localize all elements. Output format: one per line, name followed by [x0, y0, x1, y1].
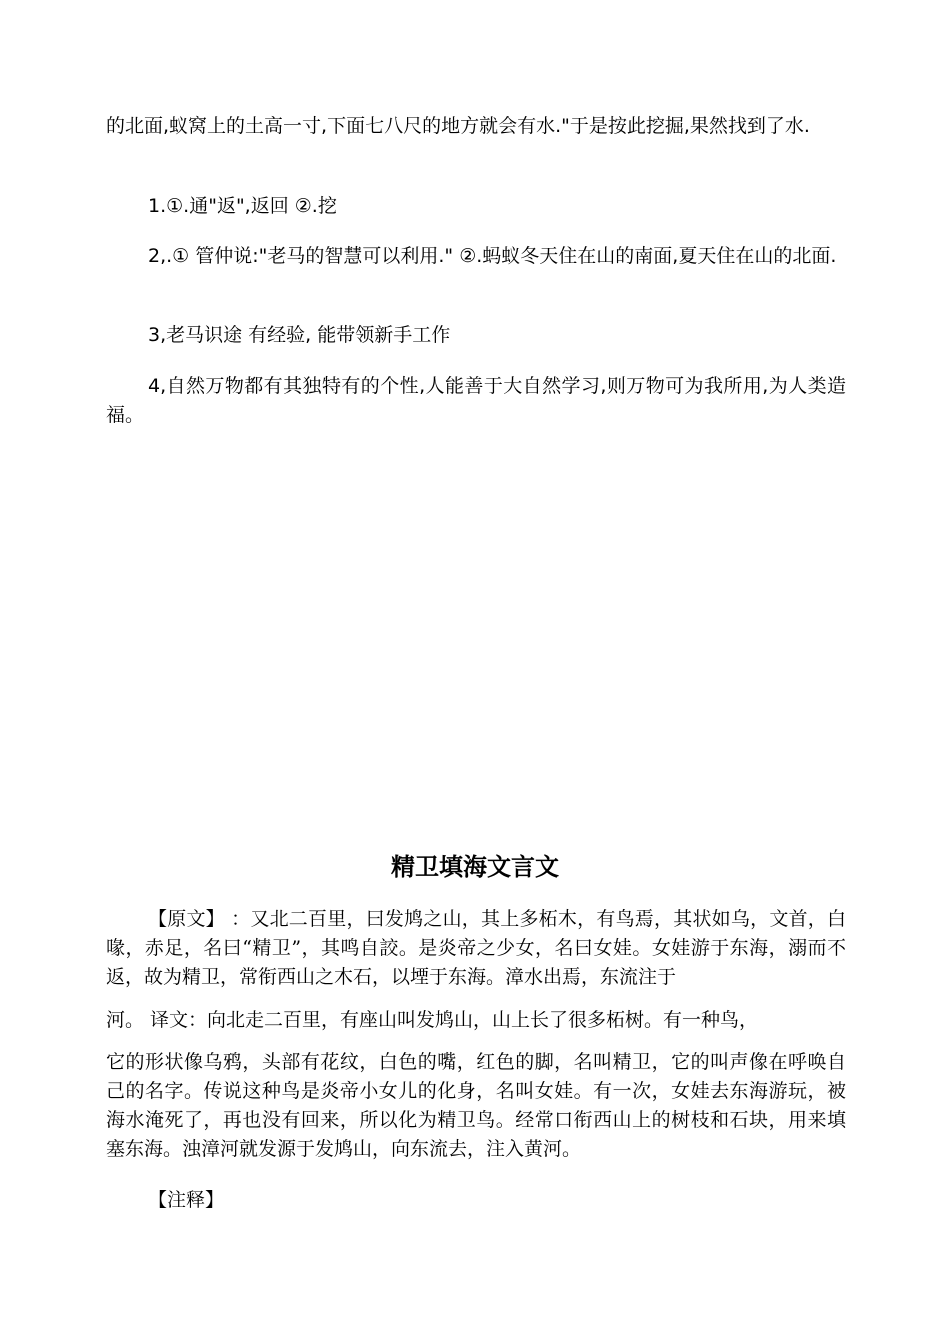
continuation-paragraph: 的北面,蚁窝上的土高一寸,下面七八尺的地方就会有水."于是按此挖掘,果然找到了水.	[106, 115, 810, 137]
original-text-paragraph: 【原文】 ：又北二百里，曰发鸠之山，其上多柘木，有鸟焉，其状如乌，文首，白喙，赤足，名曰“精卫”，其鸣自詨。是炎帝之少女，名曰女娃。女娃游于东海，溺而不返，故为精卫，常衔西山之木石，以堙于东海。漳水出焉，东流注于	[106, 908, 846, 988]
answer-4: 4,自然万物都有其独特有的个性,人能善于大自然学习,则万物可为我所用,为人类造福。	[106, 375, 846, 426]
article-title: 精卫填海文言文	[391, 852, 559, 881]
answer-1: 1.①.通"返",返回 ②.挖	[148, 195, 337, 217]
translation-paragraph: 它的形状像乌鸦，头部有花纹，白色的嘴，红色的脚，名叫精卫，它的叫声像在呼唤自己的名字。传说这种鸟是炎帝小女儿的化身，名叫女娃。有一次，女娃去东海游玩，被海水淹死了，再也没有回来，所以化为精卫鸟。经常口衔西山上的树枝和石块，用来填塞东海。浊漳河就发源于发鸠山，向东流去，注入黄河。	[106, 1051, 846, 1160]
notes-heading: 【注释】	[148, 1189, 225, 1211]
answer-3: 3,老马识途 有经验, 能带领新手工作	[148, 324, 451, 346]
answer-2: 2,.① 管仲说:"老马的智慧可以利用." ②.蚂蚁冬天住在山的南面,夏天住在山的北面.	[148, 245, 837, 267]
original-text-last-line: 河。 译文：向北走二百里，有座山叫发鸠山，山上长了很多柘树。有一种鸟，	[106, 1009, 759, 1031]
